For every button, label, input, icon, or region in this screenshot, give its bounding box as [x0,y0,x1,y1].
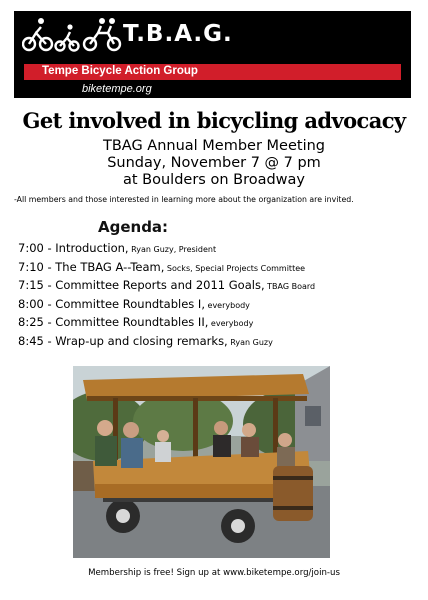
agenda-list [18,241,315,353]
invite-text: -All members and those interested in learning more about the organization are invited. [14,195,354,204]
agenda-item-presenter: Ryan Guzy [227,337,273,347]
org-name-bar [24,64,401,80]
meeting-date: Sunday, November 7 @ 7 pm [107,155,321,171]
agenda-item [18,315,315,334]
agenda-item-text: 7:00 - Introduction, [18,241,129,255]
tandem-cyclist-icon [84,18,120,50]
agenda-item-text: 7:15 - Committee Reports and 2011 Goals, [18,278,265,293]
agenda-item-presenter: Ryan Guzy, President [128,245,217,254]
agenda-item-text: 8:45 - Wrap-up and closing remarks, [18,333,228,348]
child-cyclist-icon [56,24,79,50]
agenda-item [18,334,315,353]
party-bike-photo [73,366,330,558]
agenda-item-text: 8:00 - Committee Roundtables I, [18,296,205,311]
meeting-title: TBAG Annual Member Meeting [102,138,326,154]
cyclist-logo-icons [22,15,122,53]
agenda-item-text: 8:25 - Committee Roundtables II, [18,315,209,330]
agenda-item-presenter: everybody [208,319,254,329]
headline: Get involved in bicycling advocacy [22,108,406,133]
party-bike-illustration [73,366,330,558]
footer-signup: Membership is free! Sign up at www.biketempe.org/join-us [88,568,340,578]
agenda-item-presenter: everybody [204,300,250,310]
agenda-item-text: 7:10 - The TBAG A--Team, [18,259,165,274]
org-name: Tempe Bicycle Action Group [42,65,198,77]
agenda-item-presenter: Socks, Special Projects Committee [164,263,306,273]
header-website: biketempe.org [82,83,152,95]
cyclist-icon [23,18,52,50]
agenda-title: Agenda: [98,218,169,236]
agenda-item [18,278,315,297]
header-banner [14,11,411,98]
agenda-item [18,260,315,279]
meeting-details [0,138,428,189]
agenda-item [18,297,315,316]
meeting-venue: at Boulders on Broadway [122,172,305,188]
logo-text: T.B.A.G. [123,21,233,47]
agenda-item-presenter: TBAG Board [264,282,316,292]
agenda-item [18,241,315,260]
